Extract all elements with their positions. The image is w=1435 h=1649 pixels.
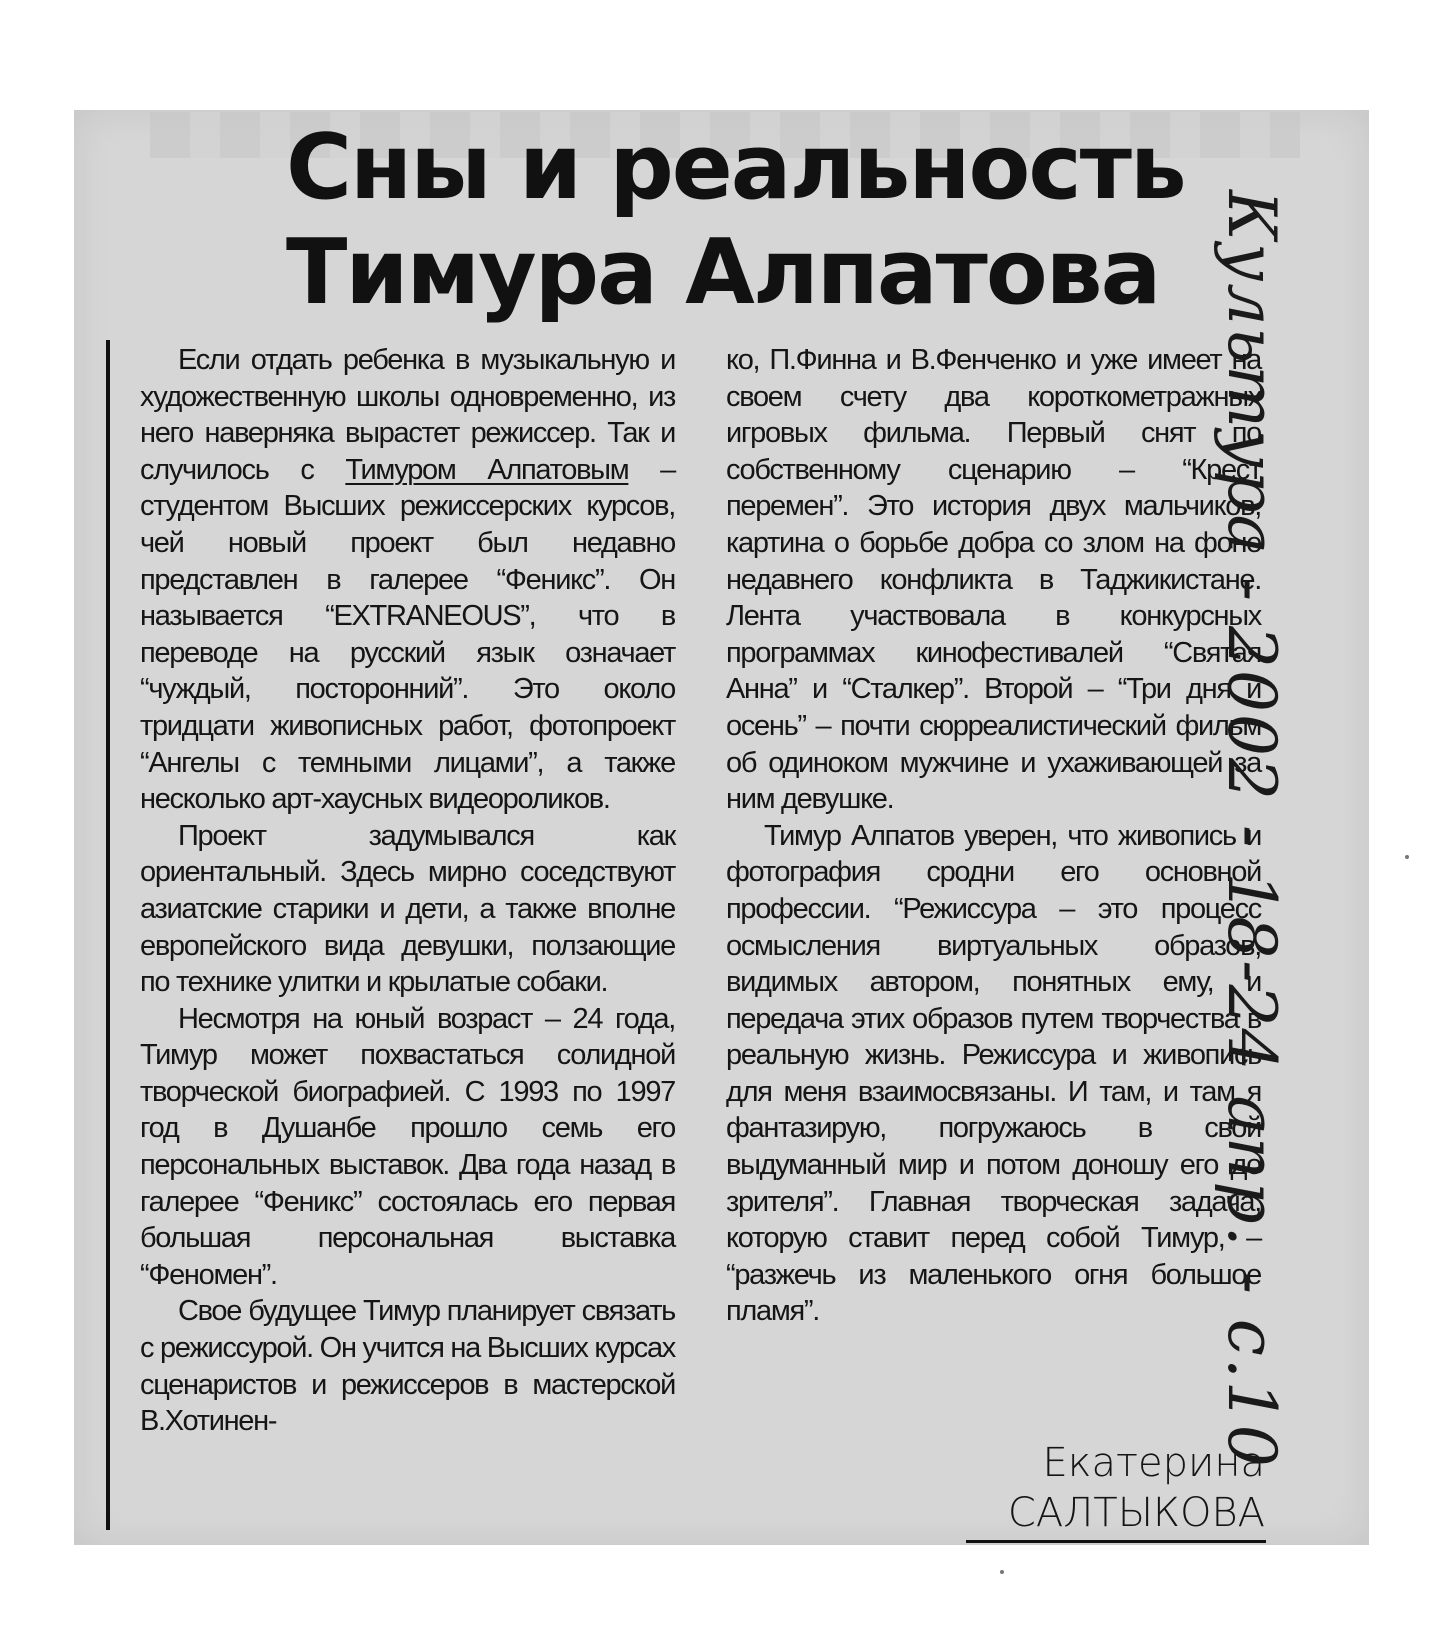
paragraph: Если отдать ребенка в музыкальную и художественную школы одновременно, из него наверняка вырастет режиссер. Так и случилось с Тимуром Алпатовым – студентом Высших режиссерских курсов, чей новый проект был недавно представлен в галерее “Феникс”. Он называется “EXTRANEOUS”, что в переводе на русский язык означает “чуждый, посторонний”. Это около тридцати живописных работ, фотопроект “Ангелы с темными лицами”, а также несколько арт-хаусных видеороликов. <box>140 344 675 816</box>
paragraph: ко, П.Финна и В.Фенченко и уже имеет на своем счету два короткометражных игровых фильма. Первый снят по собственному сценарию – “Крест перемен”. Это история двух мальчиков, картина о борьбе добра со злом на фоне недавнего конфликта в Таджикистане. Лента участвовала в конкурсных программах кинофестивалей “Святая Анна” и “Сталкер”. Второй – “Три дня и осень” – почти сюрреалистический фильм об одиноком мужчине и ухаживающей за ним девушке. <box>726 344 1261 816</box>
paragraph: Свое будущее Тимур планирует связать с режиссурой. Он учится на Высших курсах сценаристов и режиссеров в мастерской В.Хотинен- <box>140 1295 675 1438</box>
paper-speck <box>1000 1570 1004 1574</box>
article-column-right <box>726 342 1261 1330</box>
author-last-name: САЛТЫКОВА <box>1007 1490 1265 1536</box>
column-rule <box>106 340 110 1530</box>
paragraph: Проект задумывался как ориентальный. Здесь мирно соседствуют азиатские старики и дети, а также вполне европейского вида девушки, ползающие по технике улитки и крылатые собаки. <box>140 819 675 999</box>
author-underline <box>966 1540 1266 1543</box>
handwritten-source-note: Культура - 2002 - 18-24 апр. - с.10 <box>1213 190 1290 1469</box>
underlined-name: Тимуром Алпатовым <box>345 453 629 486</box>
headline-line-1: Сны и реальность <box>286 115 1185 220</box>
headline-line-2: Тимура Алпатова <box>286 220 1160 325</box>
article-column-left <box>140 342 675 1440</box>
article-headline <box>286 115 1186 325</box>
author-first-name: Екатерина <box>1042 1440 1265 1486</box>
paragraph: Тимур Алпатов уверен, что живопись и фотография сродни его основной профессии. “Режиссура – это процесс осмысления виртуальных образов, видимых автором, понятных ему, и передача этих образов путем творчества в реальную жизнь. Режиссура и живопись для меня взаимосвязаны. И там, и там я фантазирую, погружаюсь в свой выдуманный мир и потом доношу его до зрителя”. Главная творческая задача, которую ставит перед собой Тимур, – “разжечь из маленького огня большое пламя”. <box>726 819 1261 1328</box>
paragraph: Несмотря на юный возраст – 24 года, Тимур может похвастаться солидной творческой биографией. С 1993 по 1997 год в Душанбе прошло семь его персональных выставок. Два года назад в галерее “Феникс” состоялась его первая большая персональная выставка “Феномен”. <box>140 1002 675 1291</box>
paper-speck <box>1405 855 1409 859</box>
